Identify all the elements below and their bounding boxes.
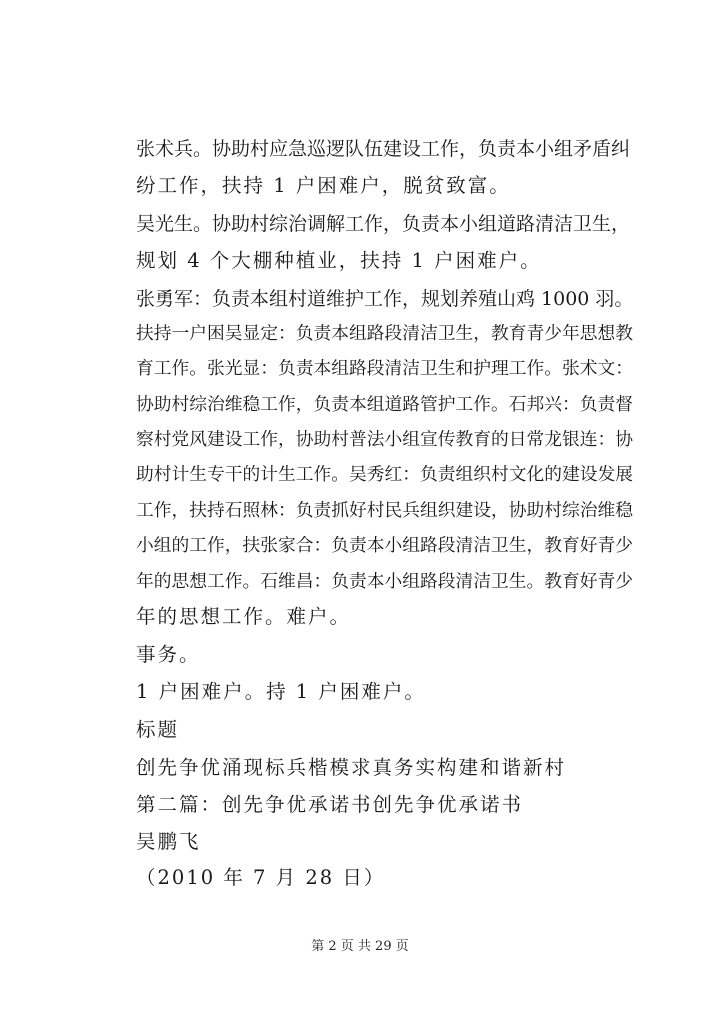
paragraph-line: 吴光生。协助村综治调解工作，负责本小组道路清洁卫生， bbox=[136, 213, 631, 235]
paragraph-line: 张术兵。协助村应急巡逻队伍建设工作，负责本小组矛盾纠 bbox=[136, 138, 631, 160]
paragraph-line: 协助村综治维稳工作，负责本组道路管护工作。石邦兴：负责督 bbox=[136, 395, 634, 415]
paragraph-line: 助村计生专干的计生工作。吴秀红：负责组织村文化的建设发展 bbox=[136, 465, 634, 485]
paragraph-line: 张勇军：负责本组村道维护工作，规划养殖山鸡 1000 羽。 bbox=[136, 288, 634, 310]
paragraph-line: 年的思想工作。石维昌：负责本小组路段清洁卫生。教育好青少 bbox=[136, 572, 634, 592]
paragraph-line: 规划 4 个大棚种植业，扶持 1 户困难户。 bbox=[136, 249, 542, 272]
page-number-footer: 第 2 页 共 29 页 bbox=[311, 939, 409, 954]
section-title: 第二篇：创先争优承诺书创先争优承诺书 bbox=[136, 793, 524, 816]
paragraph-line: 1 户困难户。持 1 户困难户。 bbox=[136, 680, 426, 703]
author-name: 吴鹏飞 bbox=[136, 830, 201, 853]
heading-label: 标题 bbox=[136, 718, 180, 741]
paragraph-line: 察村党风建设工作，协助村普法小组宣传教育的日常龙银连：协 bbox=[136, 430, 634, 450]
paragraph-line: 育工作。张光显：负责本组路段清洁卫生和护理工作。张术文： bbox=[136, 359, 634, 379]
date-line: （2010 年 7 月 28 日） bbox=[136, 866, 386, 889]
paragraph-line: 工作，扶持石照林：负责抓好村民兵组织建设，协助村综治维稳 bbox=[136, 501, 634, 521]
paragraph-line: 扶持一户困吴显定：负责本组路段清洁卫生，教育青少年思想教 bbox=[136, 324, 634, 344]
paragraph-line: 事务。 bbox=[136, 643, 201, 666]
article-title: 创先争优涌现标兵楷模求真务实构建和谐新村 bbox=[136, 756, 567, 779]
paragraph-line: 年的思想工作。难户。 bbox=[136, 605, 352, 628]
paragraph-line: 小组的工作，扶张家合：负责本小组路段清洁卫生，教育好青少 bbox=[136, 536, 634, 556]
paragraph-line: 纷工作，扶持 1 户困难户，脱贫致富。 bbox=[136, 174, 511, 197]
